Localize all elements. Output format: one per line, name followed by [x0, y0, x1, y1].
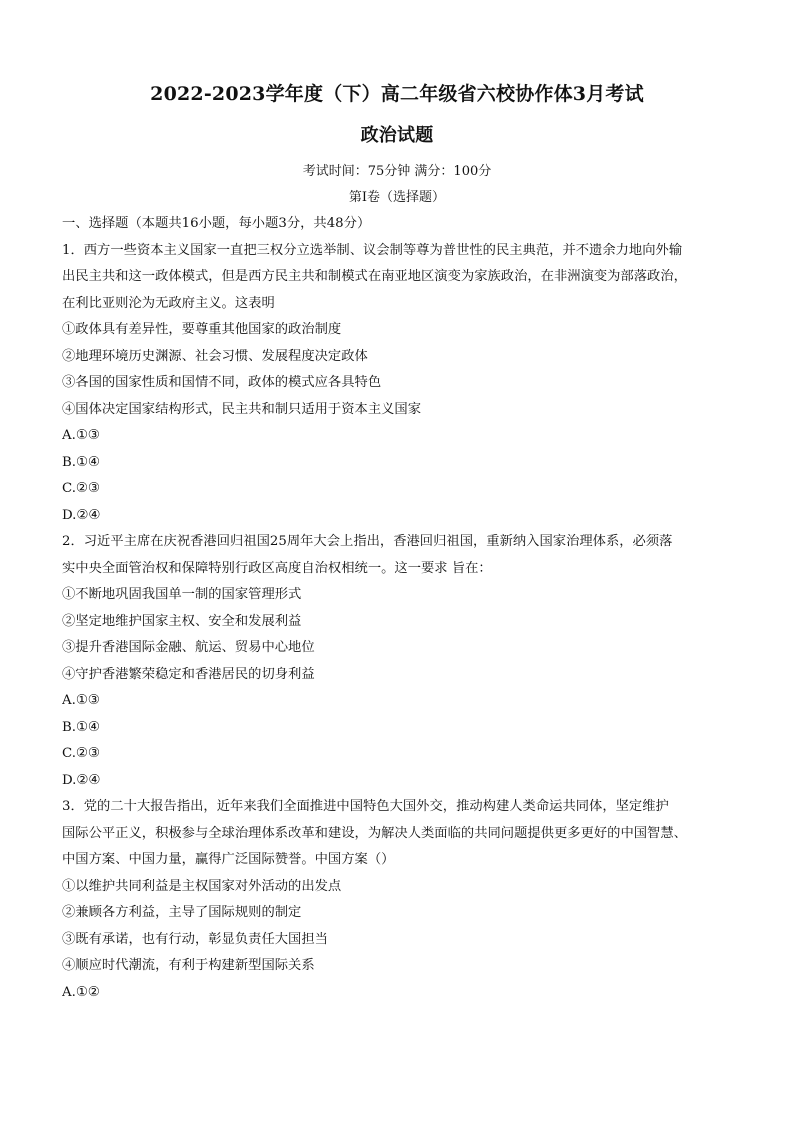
statement: ②兼顾各方利益，主导了国际规则的制定 [62, 905, 302, 920]
answer-option-a: A.①③ [62, 428, 100, 443]
statement: ②地理环境历史渊源、社会习惯、发展程度决定政体 [62, 348, 368, 364]
question-1 [62, 238, 732, 530]
statement: ④守护香港繁荣稳定和香港居民的切身利益 [62, 666, 315, 682]
part-heading: 一、选择题（本题共16小题，每小题3分，共48分） [62, 216, 371, 231]
statement: ③提升香港国际金融、航运、贸易中心地位 [62, 640, 315, 655]
answer-option-b: B.①④ [62, 719, 100, 735]
statement: ③既有承诺，也有行动，彰显负责任大国担当 [62, 931, 328, 947]
question-stem-line: 在利比亚则沦为无政府主义。这表明 [62, 295, 275, 311]
exam-title: 2022-2023学年度（下）高二年级省六校协作体3月考试 [150, 83, 644, 105]
statement: ①政体具有差异性，要尊重其他国家的政治制度 [62, 322, 342, 337]
answer-option-a: A.①③ [62, 693, 100, 708]
answer-option-c: C.②③ [62, 746, 100, 761]
question-stem-line: 国际公平正义，积极参与全球治理体系改革和建设，为解决人类面临的共同问题提供更多更好的中国智慧、 [62, 825, 687, 841]
answer-option-d: D.②④ [62, 772, 101, 788]
statement: ①不断地巩固我国单一制的国家管理形式 [62, 587, 302, 602]
question-stem-line: 3．党的二十大报告指出，近年来我们全面推进中国特色大国外交，推动构建人类命运共同体，坚定维护 [62, 799, 669, 814]
answer-option-c: C.②③ [62, 481, 100, 496]
answer-option-d: D.②④ [62, 507, 101, 523]
statement: ②坚定地维护国家主权、安全和发展利益 [62, 613, 302, 629]
question-stem-line: 2．习近平主席在庆祝香港回归祖国25周年大会上指出，香港回归祖国，重新纳入国家治理体系，必须落 [62, 534, 673, 549]
statement: ①以维护共同利益是主权国家对外活动的出发点 [62, 878, 342, 894]
question-stem-line: 中国方案、中国力量，赢得广泛国际赞誉。中国方案（） [62, 852, 395, 867]
question-3 [62, 794, 732, 1006]
statement: ④国体决定国家结构形式，民主共和制只适用于资本主义国家 [62, 401, 422, 417]
question-content [62, 211, 732, 1006]
question-stem-line: 出民主共和这一政体模式，但是西方民主共和制模式在南亚地区演变为家族政治，在非洲演变为部落政治， [62, 269, 687, 284]
statement: ④顺应时代潮流，有利于构建新型国际关系 [62, 958, 315, 973]
question-stem-line: 1．西方一些资本主义国家一直把三权分立选举制、议会制等尊为普世性的民主典范，并不遗余力地向外输 [62, 242, 683, 258]
question-stem-line: 实中央全面管治权和保障特别行政区高度自治权相统一。这一要求 旨在： [62, 560, 492, 576]
subject-title: 政治试题 [360, 125, 434, 146]
section-title: 第Ⅰ卷（选择题） [348, 190, 446, 205]
question-2 [62, 529, 732, 794]
answer-option-a: A.①② [62, 984, 100, 1000]
statement: ③各国的国家性质和国情不同，政体的模式应各具特色 [62, 375, 382, 390]
answer-option-b: B.①④ [62, 454, 100, 470]
exam-info: 考试时间：75分钟 满分：100分 [302, 164, 492, 179]
